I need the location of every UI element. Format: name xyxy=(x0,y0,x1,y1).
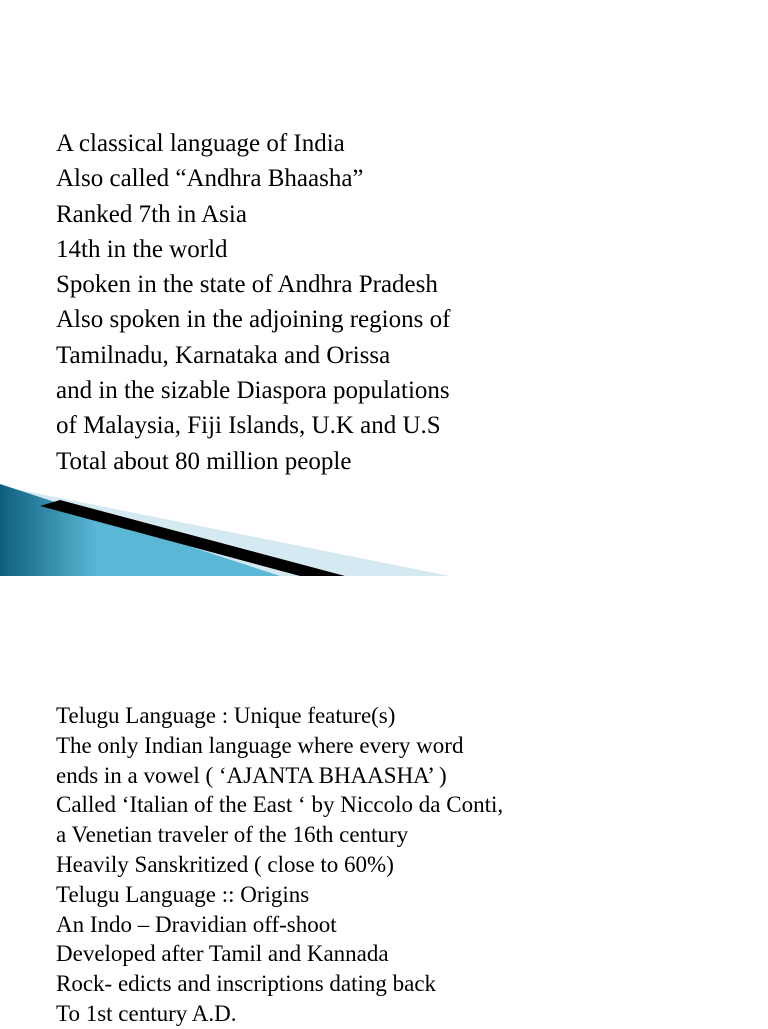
slide-2-line: Telugu Language :: Origins xyxy=(56,881,310,907)
slide-1-line: Spoken in the state of Andhra Pradesh xyxy=(56,271,438,299)
slide-2-line: An Indo – Dravidian off-shoot xyxy=(56,911,337,937)
slide-2-text-block xyxy=(56,701,756,1029)
slide-1-line: Tamilnadu, Karnataka and Orissa xyxy=(56,341,391,369)
slide-2-line: Rock- edicts and inscriptions dating back xyxy=(56,971,437,997)
slide-1-text-block xyxy=(56,126,756,479)
slide-1-line: 14th in the world xyxy=(56,235,228,263)
slide-1-line: Total about 80 million people xyxy=(56,447,352,475)
slide-2-line: The only Indian language where every word xyxy=(56,732,464,758)
slide-2-line: To 1st century A.D. xyxy=(56,1000,237,1026)
slide-1-line: of Malaysia, Fiji Islands, U.K and U.S xyxy=(56,412,441,440)
slide-1-line: Also spoken in the adjoining regions of xyxy=(56,306,451,334)
slide-2-line: Developed after Tamil and Kannada xyxy=(56,941,389,967)
decorative-swoosh xyxy=(0,480,460,576)
slide-1-line: and in the sizable Diaspora populations xyxy=(56,377,450,405)
slide-1-line: Also called “Andhra Bhaasha” xyxy=(56,165,364,193)
slide-2-line: Called ‘Italian of the East ‘ by Niccolo da Conti, xyxy=(56,792,504,818)
slide-2-line: ends in a vowel ( ‘AJANTA BHAASHA’ ) xyxy=(56,762,447,788)
slide-2-line: Telugu Language : Unique feature(s) xyxy=(56,703,396,728)
slide-1-line: A classical language of India xyxy=(56,130,345,157)
slide-2-line: Heavily Sanskritized ( close to 60%) xyxy=(56,851,394,877)
slide-1-line: Ranked 7th in Asia xyxy=(56,200,247,228)
slide-2-line: a Venetian traveler of the 16th century xyxy=(56,822,409,848)
